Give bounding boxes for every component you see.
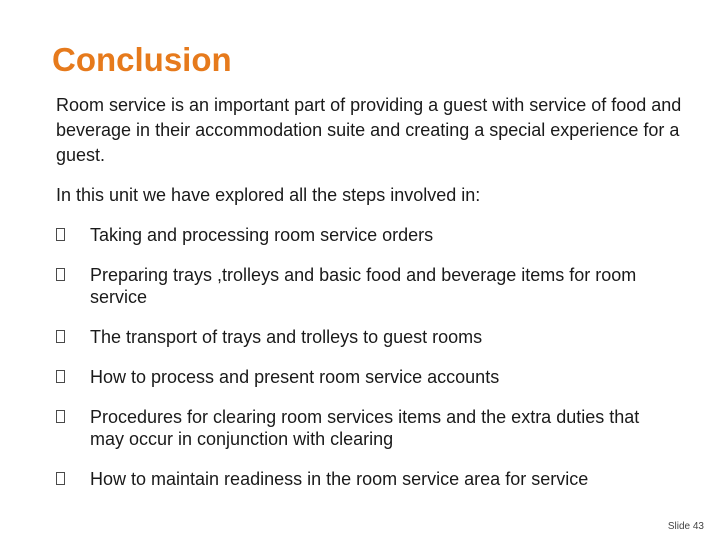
bullet-box-icon bbox=[56, 330, 65, 343]
bullet-box-icon bbox=[56, 472, 65, 485]
bullet-box-icon bbox=[56, 370, 65, 383]
bullet-text: How to maintain readiness in the room service area for service bbox=[90, 469, 589, 489]
bullet-item bbox=[56, 326, 666, 348]
bullet-item bbox=[56, 468, 666, 490]
slide-title: Conclusion bbox=[52, 41, 232, 78]
bullet-item bbox=[56, 366, 666, 388]
bullet-box-icon bbox=[56, 228, 65, 241]
bullet-box-icon bbox=[56, 410, 65, 423]
bullet-text: The transport of trays and trolleys to guest rooms bbox=[90, 327, 483, 347]
bullet-text: Taking and processing room service orders bbox=[90, 225, 434, 245]
bullet-box-icon bbox=[56, 268, 65, 281]
bullet-text: How to process and present room service accounts bbox=[90, 367, 500, 387]
intro-paragraph: Room service is an important part of providing a guest with service of food and beverage in their accommodation suite and creating a special experience for a guest. bbox=[56, 95, 682, 165]
bullet-list bbox=[56, 224, 666, 508]
lead-paragraph: In this unit we have explored all the steps involved in: bbox=[56, 185, 481, 205]
bullet-text: Procedures for clearing room services items and the extra duties that may occur in conjunction with clearing bbox=[90, 407, 640, 449]
bullet-item bbox=[56, 406, 666, 450]
slide-number: Slide 43 bbox=[667, 521, 704, 532]
bullet-item bbox=[56, 224, 666, 246]
bullet-item bbox=[56, 264, 666, 308]
bullet-text: Preparing trays ,trolleys and basic food and beverage items for room service bbox=[90, 265, 637, 307]
